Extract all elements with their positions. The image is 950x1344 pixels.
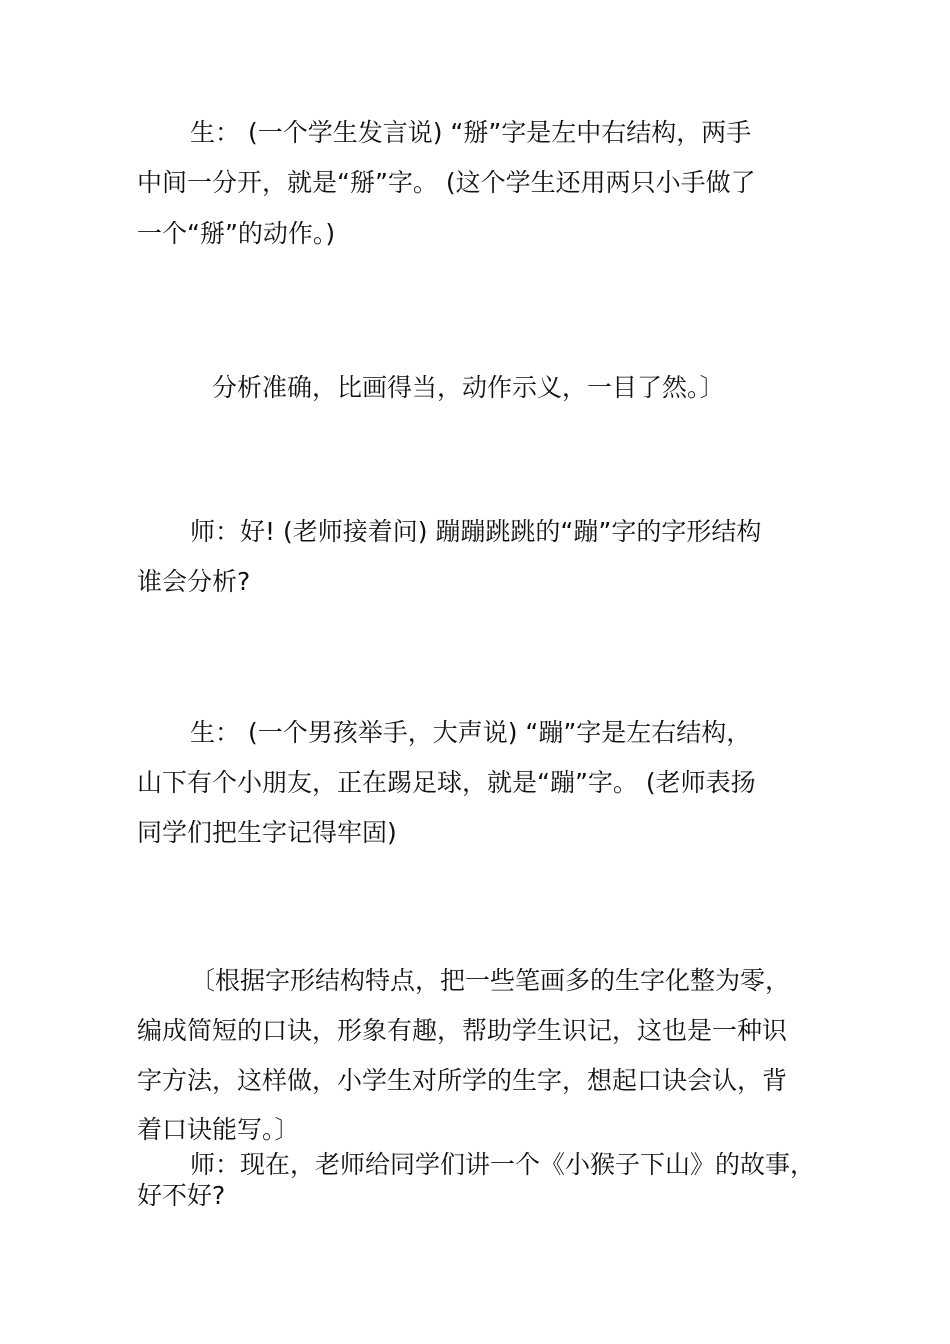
paragraph-3-line-1: 师：好! (老师接着问) 蹦蹦跳跳的“蹦”字的字形结构 bbox=[190, 517, 762, 546]
paragraph-4-line-1: 生： (一个男孩举手，大声说) “蹦”字是左右结构， bbox=[190, 718, 752, 747]
paragraph-6-line-2: 好不好? bbox=[137, 1181, 226, 1210]
paragraph-5-line-4: 着口诀能写。〕 bbox=[137, 1115, 300, 1144]
paragraph-5-line-1: 〔根据字形结构特点，把一些笔画多的生字化整为零， bbox=[190, 966, 791, 995]
paragraph-1-line-2: 中间一分开，就是“掰”字。 (这个学生还用两只小手做了 bbox=[137, 168, 756, 197]
paragraph-3-line-2: 谁会分析? bbox=[137, 567, 251, 596]
paragraph-6-line-1: 师：现在，老师给同学们讲一个《小猴子下山》的故事， bbox=[190, 1150, 816, 1179]
paragraph-5-line-2: 编成简短的口诀，形象有趣，帮助学生识记，这也是一种识 bbox=[137, 1016, 788, 1045]
paragraph-5-line-3: 字方法，这样做，小学生对所学的生字，想起口诀会认，背 bbox=[137, 1066, 788, 1095]
paragraph-2-line-1: 分析准确，比画得当，动作示义，一目了然。〕 bbox=[212, 373, 725, 402]
paragraph-4-line-3: 同学们把生字记得牢固) bbox=[137, 818, 397, 847]
paragraph-1-line-3: 一个“掰”的动作。) bbox=[137, 219, 336, 248]
paragraph-4-line-2: 山下有个小朋友，正在踢足球，就是“蹦”字。 (老师表扬 bbox=[137, 768, 756, 797]
paragraph-1-line-1: 生： (一个学生发言说) “掰”字是左中右结构，两手 bbox=[190, 118, 752, 147]
